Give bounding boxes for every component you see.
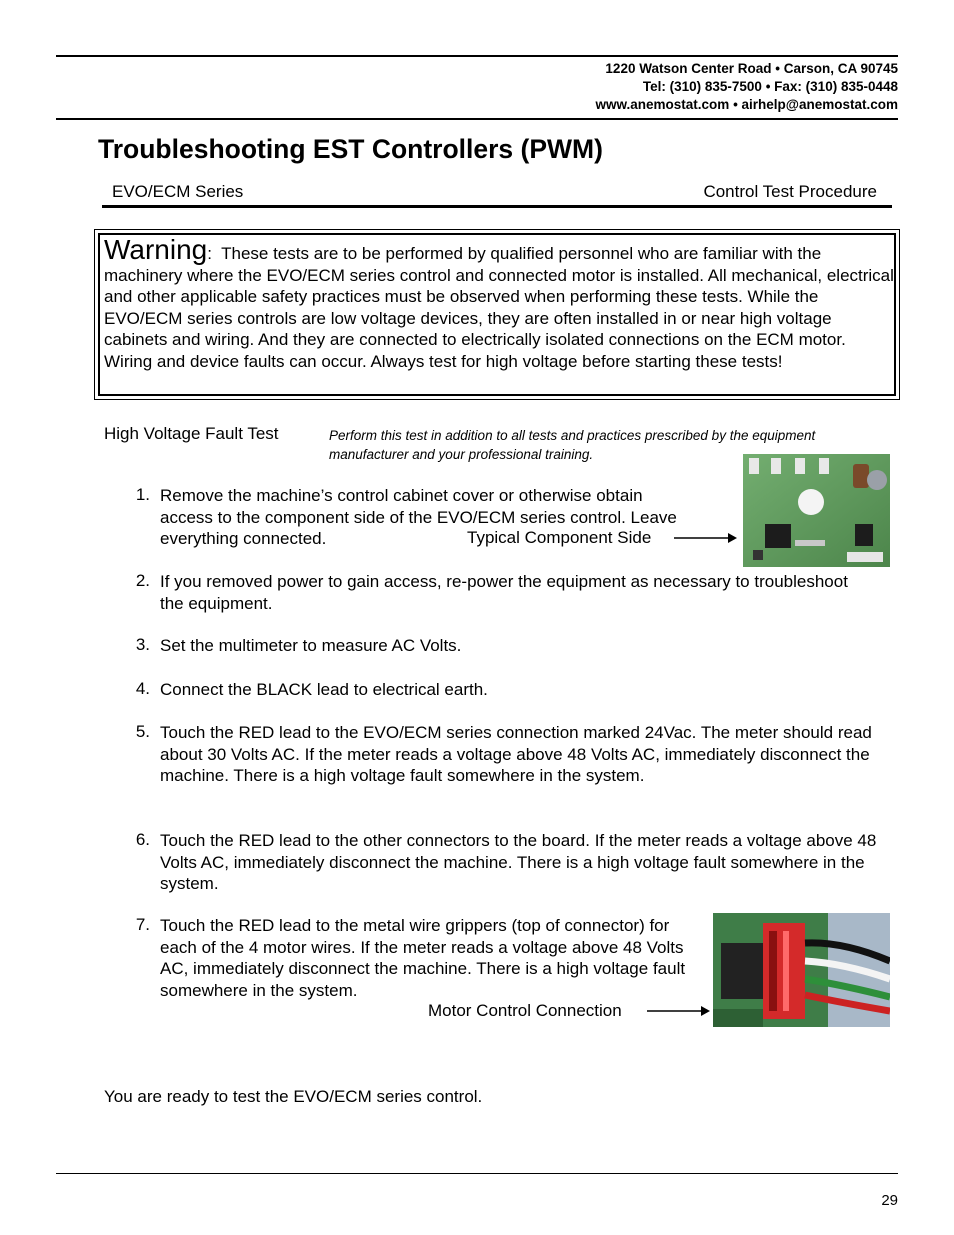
step-text: Touch the RED lead to the other connectors to the board. If the meter reads a voltage above 48 Volts AC, immediately disconnect the machine. There is a high voltage fault somewhere in the system. xyxy=(160,831,877,893)
warning-colon: : xyxy=(207,244,212,263)
header-address: 1220 Watson Center Road • Carson, CA 90745 xyxy=(605,61,898,76)
component-side-photo xyxy=(743,454,890,567)
header-top-rule xyxy=(56,55,898,57)
subtitle-procedure: Control Test Procedure xyxy=(703,182,877,201)
step-number: 1. xyxy=(135,485,150,504)
caption-motor-connection: Motor Control Connection xyxy=(428,1001,622,1020)
warning-text: These tests are to be performed by qualified personnel who are familiar with the machinery where the EVO/ECM series control and connected motor is installed. All mechanical, electrical and other applicable safety practices must be observed when performing these tests. While the EVO/ECM series controls are low voltage devices, they are often installed in or near high voltage cabinets and wiring. And they are connected to electrically isolated connections on the ECM motor. Wiring and device faults can occur. Always test for high voltage before starting these tests! xyxy=(104,244,894,371)
step-number: 7. xyxy=(135,915,150,934)
arrow-icon xyxy=(645,1001,711,1021)
closing-text: You are ready to test the EVO/ECM series control. xyxy=(104,1087,483,1106)
step-number: 2. xyxy=(135,571,150,590)
section-title: High Voltage Fault Test xyxy=(104,424,279,443)
page-title: Troubleshooting EST Controllers (PWM) xyxy=(98,134,603,164)
warning-heading: Warning xyxy=(104,234,208,265)
step-text: Touch the RED lead to the metal wire grippers (top of connector) for each of the 4 motor wires. If the meter reads a voltage above 48 Volts AC, immediately disconnect the machine. There is a high voltage fault somewhere in the system. xyxy=(160,916,686,1000)
footer-rule xyxy=(56,1173,898,1174)
step-text: Touch the RED lead to the EVO/ECM series connection marked 24Vac. The meter should read about 30 Volts AC. If the meter reads a voltage above 48 Volts AC, immediately disconnect the machine. There is a high voltage fault somewhere in the system. xyxy=(160,723,872,785)
header-phone: Tel: (310) 835-7500 • Fax: (310) 835-0448 xyxy=(642,79,898,94)
step-text: Connect the BLACK lead to electrical earth. xyxy=(160,680,488,699)
motor-connection-photo xyxy=(713,913,890,1027)
subtitle-rule xyxy=(102,205,892,208)
section-note: Perform this test in addition to all tests and practices prescribed by the equipment manufacturer and your professional training. xyxy=(329,428,816,462)
warning-paragraph xyxy=(104,236,894,372)
step-number: 5. xyxy=(135,722,150,741)
header-bottom-rule xyxy=(56,118,898,120)
page-number: 29 xyxy=(881,1192,898,1209)
step-text: Set the multimeter to measure AC Volts. xyxy=(160,636,462,655)
header-web: www.anemostat.com • airhelp@anemostat.com xyxy=(595,97,898,112)
step-text: Remove the machine’s control cabinet cover or otherwise obtain access to the component side of the EVO/ECM series control. Leave everything connected. xyxy=(160,486,677,548)
step-number: 6. xyxy=(135,830,150,849)
step-number: 4. xyxy=(135,679,150,698)
subtitle-series: EVO/ECM Series xyxy=(112,182,244,201)
step-text: If you removed power to gain access, re-power the equipment as necessary to troubleshoot the equipment. xyxy=(160,572,848,613)
caption-component-side: Typical Component Side xyxy=(467,528,652,547)
step-number: 3. xyxy=(135,635,150,654)
arrow-icon xyxy=(672,528,738,548)
